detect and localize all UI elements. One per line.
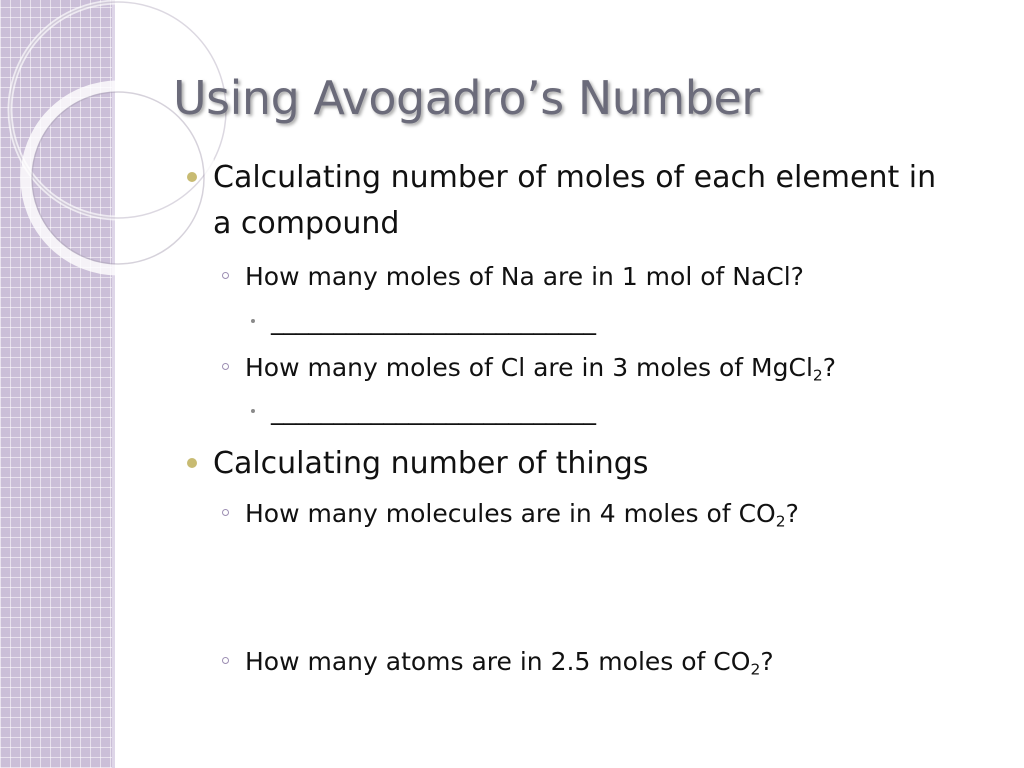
decorative-circles	[0, 0, 150, 260]
subscript: 2	[750, 660, 761, 679]
answer-blank: __________________________	[271, 396, 596, 425]
sub-bullet-marker	[222, 657, 229, 664]
question-text: How many molecules are in 4 moles of CO	[245, 499, 776, 528]
question-suffix: ?	[785, 499, 799, 528]
question-suffix: ?	[822, 353, 837, 382]
question-text: How many atoms are in 2.5 moles of CO	[245, 647, 751, 676]
answer-blank: __________________________	[271, 306, 596, 335]
answer-bullet-marker	[251, 409, 255, 413]
slide-title: Using Avogadro’s Number	[173, 71, 760, 125]
sub-bullet-text	[245, 351, 836, 385]
sub-bullet-marker	[222, 509, 229, 516]
bullet-text: Calculating number of moles of each element in	[213, 160, 937, 195]
question-suffix: ?	[760, 647, 774, 676]
sub-bullet-marker	[222, 272, 229, 279]
bullet-text-continuation: a compound	[213, 206, 400, 241]
question-text: How many moles of Cl are in 3 moles of MgCl	[245, 353, 813, 382]
subscript: 2	[775, 512, 786, 531]
answer-bullet-marker	[251, 319, 255, 323]
subscript: 2	[812, 366, 823, 385]
sub-bullet-text	[245, 645, 774, 679]
sub-bullet-marker	[222, 363, 229, 370]
sub-bullet-text	[245, 497, 799, 531]
bullet-marker	[187, 172, 197, 182]
bullet-text: Calculating number of things	[213, 446, 649, 481]
bullet-marker	[187, 458, 197, 468]
sub-bullet-text: How many moles of Na are in 1 mol of NaCl?	[245, 262, 804, 291]
